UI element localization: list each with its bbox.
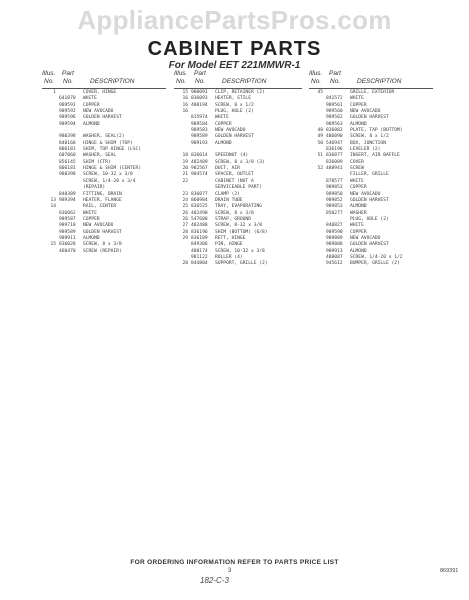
part-description: WHITE — [350, 96, 364, 102]
part-description: RETT, HINGE — [215, 235, 246, 241]
part-description: PLUG, HOLE (2) — [350, 216, 389, 222]
part-number: 836189 — [191, 235, 208, 241]
part-number: 488941 — [326, 166, 343, 172]
header-description: DESCRIPTION — [222, 78, 267, 85]
part-description: CABINET (NOT A — [215, 178, 254, 184]
part-description: GOLDEN HARVEST — [83, 115, 122, 121]
illus-number: 23 — [182, 191, 188, 197]
illus-number: 14 — [50, 204, 56, 210]
part-description: NEW AVOCADO — [83, 109, 114, 115]
part-number: 989853 — [326, 204, 343, 210]
part-number: 849386 — [191, 242, 208, 248]
part-number: 836196 — [191, 229, 208, 235]
part-description: SHIM, TOP HINGE (LSC) — [83, 147, 142, 153]
part-number: 488174 — [191, 248, 208, 254]
part-number: 989913 — [326, 248, 343, 254]
illus-number: 27 — [182, 223, 188, 229]
part-description: HEATER, STILE — [215, 96, 251, 102]
part-number: 989591 — [59, 102, 76, 108]
part-number: 840389 — [59, 191, 76, 197]
part-description: PIN, HINGE — [215, 242, 243, 248]
page-number: 3 — [228, 568, 232, 574]
part-number: 486090 — [326, 134, 343, 140]
part-description: GOLDEN HARVEST — [215, 134, 254, 140]
part-description: WHITE — [83, 96, 97, 102]
part-number: 989592 — [59, 109, 76, 115]
part-description: LEVELER (2) — [350, 147, 381, 153]
part-number: 980398 — [59, 172, 76, 178]
part-number: 488194 — [191, 102, 208, 108]
part-number: 980091 — [191, 90, 208, 95]
part-number: 989394 — [59, 197, 76, 203]
part-number: 840168 — [59, 140, 76, 146]
part-description: COVER — [350, 159, 364, 165]
part-number: 989594 — [59, 121, 76, 127]
parts-column-2 — [174, 70, 302, 268]
illus-number: 20 — [182, 166, 188, 172]
part-number: 836028 — [59, 242, 76, 248]
part-number: 482489 — [191, 159, 208, 165]
part-description: NEW AVOCADO — [215, 128, 246, 134]
illus-number: 28 — [182, 261, 188, 267]
part-description: (REPAIR) — [83, 185, 106, 191]
illus-number: 26 — [182, 216, 188, 222]
part-number: 836082 — [326, 128, 343, 134]
illus-number: 15 — [50, 242, 56, 248]
part-description: SCREW, 8-32 x 3/8 — [215, 223, 263, 229]
header-part-no: No. — [195, 78, 206, 85]
part-description: SCREW, 1/4-20 x 1/2 — [350, 254, 403, 260]
part-description: NEW AVOCADO — [350, 191, 381, 197]
part-number: 989888 — [326, 242, 343, 248]
part-number: 984574 — [191, 172, 208, 178]
illus-number: 52 — [317, 166, 323, 172]
illus-number: 49 — [317, 134, 323, 140]
part-description: HINGE & SHIM (CENTER) — [83, 166, 142, 172]
part-description: WASHER, SEAL — [83, 153, 117, 159]
part-number: 815974 — [191, 115, 208, 121]
header-part-no: No. — [63, 78, 74, 85]
illus-number: 22 — [182, 178, 188, 184]
part-number: 806181 — [59, 166, 76, 172]
part-description: BOX, JUNCTION — [350, 140, 386, 146]
part-number: 860984 — [191, 197, 208, 203]
part-description: COPPER — [350, 229, 367, 235]
part-description: COPPER — [83, 216, 100, 222]
part-number: 840827 — [326, 223, 343, 229]
part-number: 989911 — [59, 235, 76, 241]
part-description: ROLLER (4) — [215, 254, 243, 260]
illus-number: 21 — [182, 172, 188, 178]
illus-number: 15 — [182, 90, 188, 95]
part-description: COPPER — [83, 102, 100, 108]
part-description: ALMOND — [215, 140, 232, 146]
header-illus-no: No. — [176, 78, 187, 85]
part-description: COVER, HINGE — [83, 90, 117, 95]
parts-row — [42, 249, 166, 255]
illus-number: 24 — [182, 197, 188, 203]
part-number: 482488 — [191, 223, 208, 229]
part-number: 989710 — [59, 223, 76, 229]
handwritten-note: 182-C-3 — [200, 576, 229, 585]
header-description: DESCRIPTION — [357, 78, 402, 85]
part-number: 836089 — [326, 159, 343, 165]
part-description: WHITE — [350, 223, 364, 229]
header-rule — [309, 88, 433, 89]
illus-number: 18 — [182, 153, 188, 159]
part-number: 607060 — [59, 153, 76, 159]
part-description: INSERT, AIR BAFFLE — [350, 153, 400, 159]
part-description: SCREW, 8 x 3/8 — [215, 210, 254, 216]
part-description: CLAMP (2) — [215, 191, 240, 197]
page-subtitle: For Model EET 221MMWR-1 — [168, 60, 301, 71]
part-description: SHIM (BOTTOM) (6/8) — [215, 229, 268, 235]
header-rule — [174, 88, 302, 89]
part-description: CLIP, RETAINER (2) — [215, 90, 265, 95]
header-illus: Illus. — [174, 70, 188, 77]
column-header — [42, 70, 166, 90]
part-description: SCREW, 10-32 x 3/8 — [215, 248, 265, 254]
part-number: 989853 — [326, 185, 343, 191]
part-number: 980398 — [59, 134, 76, 140]
part-number: 989852 — [326, 197, 343, 203]
part-number: 989587 — [59, 216, 76, 222]
illus-number: 1 — [53, 90, 56, 95]
illus-number: 19 — [182, 159, 188, 165]
part-description: ALMOND — [350, 204, 367, 210]
part-number: 989850 — [326, 191, 343, 197]
header-description: DESCRIPTION — [90, 78, 135, 85]
part-description: NEW AVOCADO — [350, 109, 381, 115]
illus-number: 29 — [182, 235, 188, 241]
part-description: SCREW (REPAIR) — [83, 248, 122, 254]
part-description: ALMOND — [83, 121, 100, 127]
parts-row — [174, 261, 302, 267]
part-description: SCREW, 8 x 3/8 — [83, 242, 122, 248]
part-number: 989589 — [59, 229, 76, 235]
part-number: 836525 — [191, 204, 208, 210]
part-description: DUCT, AIR — [215, 166, 240, 172]
column-header — [174, 70, 302, 90]
illus-number: 16 — [182, 109, 188, 115]
part-description: SPEEDNUT (4) — [215, 153, 249, 159]
part-number: 841572 — [326, 96, 343, 102]
part-number: 989561 — [326, 102, 343, 108]
part-description: PLUG, HOLE (2) — [215, 109, 254, 115]
header-illus-no: No. — [311, 78, 322, 85]
part-description: SCREW, 10-32 x 3/8 — [83, 172, 133, 178]
part-description: SCREW, 8 x 1/2 — [350, 134, 389, 140]
part-number: 989563 — [326, 121, 343, 127]
part-description: GOLDEN HARVEST — [350, 242, 389, 248]
part-description: COPPER — [215, 121, 232, 127]
illus-number: 26 — [182, 210, 188, 216]
parts-row — [309, 261, 433, 267]
part-description: WHITE — [350, 178, 364, 184]
part-description: SERVICEABLE PART) — [215, 185, 263, 191]
part-number: 806181 — [59, 147, 76, 153]
part-number: 989596 — [59, 115, 76, 121]
illus-number: 45 — [317, 90, 323, 95]
illus-number: 28 — [182, 229, 188, 235]
part-description: WASHER — [350, 210, 367, 216]
part-description: NEW AVOCADO — [350, 235, 381, 241]
part-number: 989193 — [191, 140, 208, 146]
part-number: 488087 — [326, 254, 343, 260]
part-number: 836062 — [59, 210, 76, 216]
ordering-footer: FOR ORDERING INFORMATION REFER TO PARTS PRICE LIST — [130, 559, 339, 566]
part-number: 836093 — [191, 96, 208, 102]
part-description: SCREW, 8 x 1/2 — [215, 102, 254, 108]
part-description: COPPER — [350, 185, 367, 191]
header-part-no: No. — [330, 78, 341, 85]
header-illus: Illus. — [309, 70, 323, 77]
site-watermark: AppliancePartsPros.com — [77, 5, 392, 35]
part-number: 878577 — [326, 178, 343, 184]
part-description: BUMPER, GRILLE (2) — [350, 261, 400, 267]
part-description: RAIL, CENTER — [83, 204, 117, 210]
part-number: 460470 — [59, 248, 76, 254]
part-description: DRAIN TUBE — [215, 197, 243, 203]
header-part: Part — [329, 70, 341, 77]
part-number: 989584 — [191, 121, 208, 127]
part-description: TRAY, EVAPORATING — [215, 204, 263, 210]
part-description: WASHER, SEAL(2) — [83, 134, 125, 140]
illus-number: 48 — [317, 128, 323, 134]
part-number: 989562 — [326, 115, 343, 121]
part-number: 989589 — [191, 134, 208, 140]
header-illus-no: No. — [44, 78, 55, 85]
illus-number: 16 — [182, 96, 188, 102]
part-number: 989889 — [326, 235, 343, 241]
part-description: HINGE & SHIM (TOP) — [83, 140, 133, 146]
part-description: SCREW, 8 x 3/8 (3) — [215, 159, 265, 165]
part-number: 836077 — [191, 191, 208, 197]
part-description: WHITE — [215, 115, 229, 121]
part-description: SHIM (CTR) — [83, 159, 111, 165]
parts-column-1 — [42, 70, 166, 255]
part-description: SUPPORT, GRILLE (2) — [215, 261, 268, 267]
part-description: SCREW, 1/4-20 x 3/4 — [83, 178, 136, 184]
part-description: GOLDEN HARVEST — [83, 229, 122, 235]
page-title: CABINET PARTS — [147, 38, 322, 60]
part-description: FILLER, GRILLE — [350, 172, 389, 178]
column-header — [309, 70, 433, 90]
part-number: 850277 — [326, 210, 343, 216]
part-description: ALMOND — [83, 235, 100, 241]
part-number: 836196 — [326, 147, 343, 153]
parts-column-3 — [309, 70, 433, 268]
document-code: 869391 — [440, 568, 459, 574]
illus-number: 16 — [182, 102, 188, 108]
part-number: 546947 — [326, 140, 343, 146]
illus-number: 13 — [50, 197, 56, 203]
part-number: 856145 — [59, 159, 76, 165]
part-number: 989583 — [191, 128, 208, 134]
header-illus: Illus. — [42, 70, 56, 77]
part-description: HEATER, FLANGE — [83, 197, 122, 203]
part-description: ALMOND — [350, 248, 367, 254]
part-number: 982567 — [191, 166, 208, 172]
part-number: 836014 — [191, 153, 208, 159]
part-description: GRILLE, EXTERIOR — [350, 90, 395, 95]
illus-number: 25 — [182, 204, 188, 210]
part-description: PLATE, TAP (BOTTOM) — [350, 128, 403, 134]
part-number: 641070 — [59, 96, 76, 102]
header-rule — [42, 88, 166, 89]
illus-number: 51 — [317, 153, 323, 159]
header-part: Part — [62, 70, 74, 77]
part-description: SPACER, OUTLET — [215, 172, 254, 178]
part-description: STRAP, GROUND — [215, 216, 251, 222]
part-description: GOLDEN HARVEST — [350, 115, 389, 121]
part-number: 844804 — [191, 261, 208, 267]
part-description: ALMOND — [350, 121, 367, 127]
part-description: SCREW — [350, 166, 364, 172]
part-number: 547688 — [191, 216, 208, 222]
illus-number: 50 — [317, 140, 323, 146]
part-description: NEW AVOCADO — [83, 223, 114, 229]
part-number: 981122 — [191, 254, 208, 260]
part-description: WHITE — [83, 210, 97, 216]
part-number: 989590 — [326, 229, 343, 235]
part-number: 482490 — [191, 210, 208, 216]
part-number: 989560 — [326, 109, 343, 115]
header-part: Part — [194, 70, 206, 77]
part-description: FITTING, DRAIN — [83, 191, 122, 197]
part-description: GOLDEN HARVEST — [350, 197, 389, 203]
part-number: 836077 — [326, 153, 343, 159]
part-number: 945612 — [326, 261, 343, 267]
part-description: COPPER — [350, 102, 367, 108]
